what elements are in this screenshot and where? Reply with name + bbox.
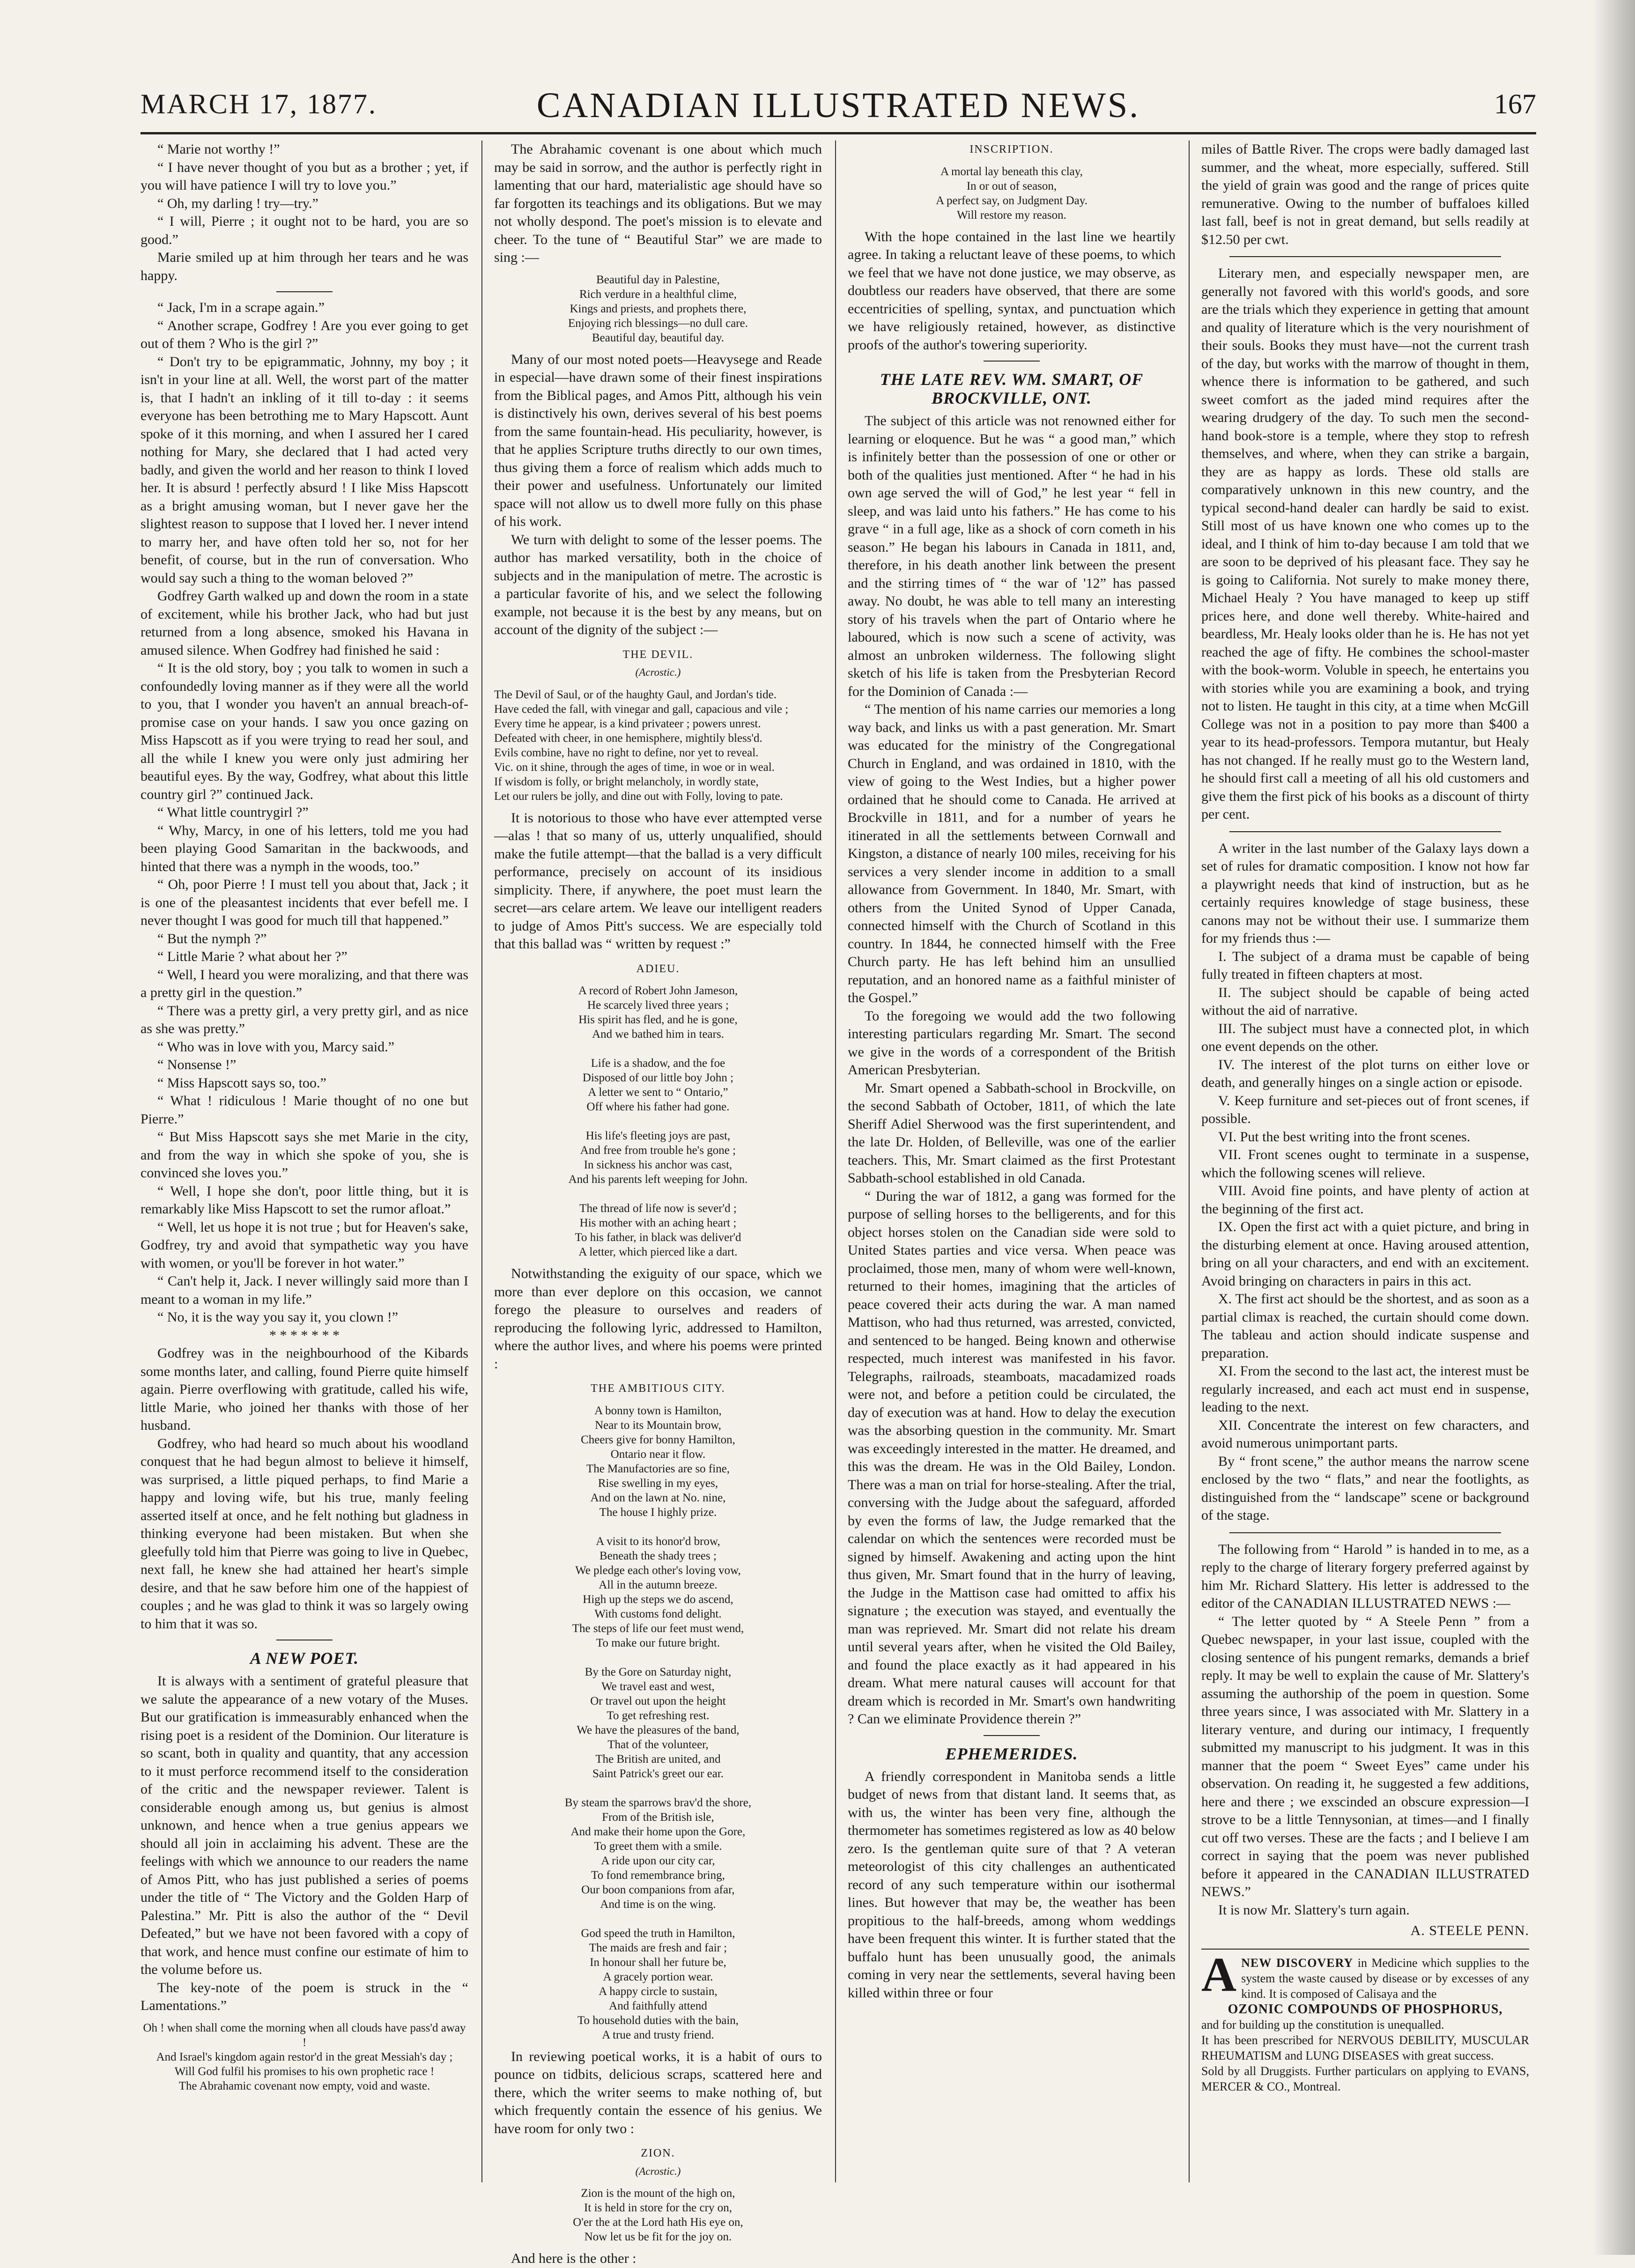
- poem-line: Will restore my reason.: [957, 208, 1066, 222]
- paragraph: “ Jack, I'm in a scrape again.”: [157, 300, 325, 315]
- advertisement: [1201, 1949, 1529, 2094]
- poem-line: A bonny town is Hamilton,: [594, 1404, 722, 1417]
- poem-line: A visit to its honor'd brow,: [596, 1535, 720, 1548]
- stanza-break: [494, 1187, 822, 1201]
- poem-line: Off where his father had gone.: [586, 1101, 730, 1113]
- page-edge-shadow: [1593, 0, 1635, 2255]
- poem-line: And free from trouble he's gone ;: [580, 1144, 736, 1157]
- ad-text: It has been prescribed for NERVOUS DEBILITY, MUSCULAR RHEUMATISM and LUNG DISEASES with great success.: [1201, 2033, 1529, 2062]
- ad-text: and for building up the constitution is unequalled.: [1201, 2017, 1444, 2032]
- poem-line: And make their home upon the Gore,: [570, 1825, 746, 1838]
- poem-line: To household duties with the bain,: [577, 2014, 739, 2027]
- poem-line: Zion is the mount of the high on,: [581, 2187, 735, 2200]
- paragraph: “ Who was in love with you, Marcy said.”: [157, 1039, 395, 1055]
- poem-line: Every time he appear, is a kind privateer ; powers unrest.: [494, 717, 761, 730]
- drop-cap: A: [1201, 1947, 1237, 2002]
- poem-line: O'er the at the Lord hath His eye on,: [573, 2216, 743, 2229]
- poem-line: We pledge each other's loving vow,: [575, 1564, 741, 1577]
- poem-line: That of the volunteer,: [607, 1738, 709, 1751]
- poem-title: ADIEU.: [636, 962, 680, 975]
- rule-item: IV. The interest of the plot turns on either love or death, and generally hinges on a single action or episode.: [1201, 1056, 1529, 1090]
- paragraph: “ Well, I hope she don't, poor little thing, but it is remarkably like Miss Hapscott to set the rumor afloat.”: [141, 1183, 468, 1217]
- poem-line: Saint Patrick's greet our ear.: [592, 1767, 724, 1780]
- poem-line: The Devil of Saul, or of the haughty Gaul, and Jordan's tide.: [494, 688, 777, 701]
- paragraph: “ Well, let us hope it is not true ; but for Heaven's sake, Godfrey, try and avoid that sympathetic way you have with women, or you'll be forever in hot water.”: [141, 1219, 468, 1271]
- poem-line: Or travel out upon the height: [590, 1694, 726, 1707]
- stanza-break: [494, 1520, 822, 1534]
- paragraph: A friendly correspondent in Manitoba sends a little budget of news from that distant land. It seems that, as with us, the winter has been very fine, although the thermometer has sometimes registered as low as 40 below zero. Is the gentleman quite sure of that ? A veteran meteorologist of this city challenges an authenticated record of any such temperature within our isothermal lines. But however that may be, the weather has been propitious to the half-breeds, among whom weddings have been frequent this winter. It is further stated that the buffalo hunt has been unusually good, the animals coming in very near the settlements, several having been killed within three or four: [848, 1768, 1176, 2001]
- paragraph: And here is the other :: [511, 2251, 636, 2266]
- poem-line: With customs fond delight.: [594, 1607, 722, 1620]
- newspaper-title: CANADIAN ILLUSTRATED NEWS.: [536, 86, 1140, 125]
- poem-line: To greet them with a smile.: [594, 1840, 722, 1853]
- poem-line: Beautiful day, beautiful day.: [592, 331, 725, 344]
- paragraph: “ What ! ridiculous ! Marie thought of no one but Pierre.”: [141, 1093, 468, 1127]
- masthead-rule: [141, 132, 1536, 134]
- paragraph: “ What little countrygirl ?”: [157, 805, 309, 820]
- poem-line: From of the British isle,: [602, 1810, 714, 1824]
- poem-line: Beneath the shady trees ;: [599, 1549, 717, 1562]
- column-1: [141, 140, 468, 2182]
- poem-line: A ride upon our city car,: [601, 1854, 715, 1867]
- poem-line: A happy circle to sustain,: [599, 1985, 718, 1998]
- paragraph: We turn with delight to some of the lesser poems. The author has marked versatility, both in the choice of subjects and in the manipulation of metre. The acrostic is a particular favorite of his, and we select the following example, not because it is the best by any means, but on account of the dignity of the subject :—: [494, 532, 822, 637]
- paragraph: “ Well, I heard you were moralizing, and that there was a pretty girl in the question.”: [141, 967, 468, 1000]
- poem-line: Our boon companions from afar,: [581, 1883, 735, 1896]
- paragraph: With the hope contained in the last line we heartily agree. In taking a reluctant leave of these poems, to which we feel that we have not done justice, we may observe, as doubtless our readers have observed, that there are some eccentricities of spelling, syntax, and punctuation which we have religiously retained, however, as distinctive proofs of the author's towering superiority.: [848, 229, 1176, 353]
- stanza-break: [494, 1114, 822, 1129]
- paragraph: The following from “ Harold ” is handed in to me, as a reply to the charge of literary forgery preferred against by him Mr. Richard Slattery. His letter is addressed to the editor of the CANADIAN ILLUSTRATED NEWS :—: [1201, 1541, 1529, 1611]
- poem-line: He scarcely lived three years ;: [587, 999, 729, 1012]
- poem-line: Kings and priests, and prophets there,: [570, 302, 747, 315]
- poem-line: Rise swelling in my eyes,: [598, 1477, 718, 1490]
- rule-item: X. The first act should be the shortest, and as soon as a partial climax is reached, the curtain should come down. The tableau and action should indicate suspense and preparation.: [1201, 1291, 1529, 1361]
- poem-line: And we bathed him in tears.: [592, 1028, 724, 1041]
- poem-line: The thread of life now is sever'd ;: [579, 1202, 737, 1215]
- poem-line: The Manufactories are so fine,: [586, 1462, 730, 1475]
- poem-zion: [494, 2186, 822, 2244]
- page-number: 167: [1494, 89, 1536, 119]
- paragraph: “ Can't help it, Jack. I never willingly said more than I meant to a woman in my life.”: [141, 1273, 468, 1307]
- paragraph: Many of our most noted poets—Heavysege and Reade in especial—have drawn some of their finest inspirations from the Biblical pages, and Amos Pitt, although his vein is distinctively his own, derives several of his best poems from the same fountain-head. His peculiarity, however, is that he applies Scripture truths directly to our own times, thus giving them a force of realism which adds much to their power and usefulness. Unfortunately our limited space will not allow us to dwell more fully on this phase of his work.: [494, 351, 822, 529]
- paragraph: The subject of this article was not renowned either for learning or eloquence. But he was “ a good man,” which is infinitely better than the possession of one or other or both of the qualities just mentioned. After “ he had in his own age served the will of God,” he lest year “ fell in sleep, and was laid unto his fathers.” He has come to his grave “ in a full age, like as a shock of corn cometh in his season.” He began his labours in Canada in 1811, and, therefore, in his death another link between the present and the stirring times of “ the war of '12” has passed away. No doubt, he was able to tell many an interesting story of his travels when the part of Ontario where he laboured, which is now such a scene of activity, was almost an unbroken wilderness. The following slight sketch of his life is taken from the Presbyterian Record for the Dominion of Canada :—: [848, 413, 1176, 699]
- ad-product-name: OZONIC COMPOUNDS OF PHOSPHORUS,: [1228, 2002, 1503, 2017]
- poem-line: Enjoying rich blessings—no dull care.: [568, 317, 748, 330]
- poem-line: The maids are fresh and fair ;: [589, 1941, 727, 1954]
- poem-ambitious-city: [494, 1404, 822, 2042]
- ad-text: in Medicine which supplies to the system the waste caused by disease or by excesses of any kind. It is composed of Calisaya and the: [1241, 1956, 1529, 2001]
- rule-item: XII. Concentrate the interest on few characters, and avoid numerous unimportant parts.: [1201, 1417, 1529, 1451]
- poem-line: All in the autumn breeze.: [599, 1578, 718, 1591]
- paragraph: To the foregoing we would add the two following interesting particulars regarding Mr. Smart. The second we give in the words of a correspondent of the British American Presbyterian.: [848, 1008, 1176, 1078]
- poem-inscription: [848, 164, 1176, 222]
- poem-line: His life's fleeting joys are past,: [585, 1130, 731, 1142]
- asterism: * * * * * * *: [269, 1327, 340, 1343]
- article-heading: THE LATE REV. WM. SMART, OF BROCKVILLE, ONT.: [880, 370, 1144, 407]
- stanza-break: [494, 1042, 822, 1056]
- paragraph: “ The mention of his name carries our memories a long way back, and links us with a past generation. Mr. Smart was educated for the ministry of the Congregational Church in England, and was ordained in 1810, with the view of going to the West Indies, but a higher power ordained that he should come to Canada. He arrived at Brockville in 1811, and for a number of years he itinerated in all the settlements between Cornwall and Kingston, a distance of nearly 100 miles, receiving for his services a very slender income in addition to a small allowance from Government. In 1840, Mr. Smart, with others from the United Synod of Upper Canada, connected himself with the Church of Scotland in this country. In 1844, he connected himself with the Free Church party. He has left behind him an unsullied reputation, and an honored name as a faithful minister of the Gospel.”: [848, 702, 1176, 1005]
- paragraph: “ Marie not worthy !”: [157, 141, 280, 157]
- poem-subtitle: (Acrostic.): [635, 666, 681, 678]
- poem-line: And on the lawn at No. nine,: [590, 1491, 726, 1504]
- poem-line: And time is on the wing.: [600, 1898, 716, 1911]
- poem-title: ZION.: [641, 2147, 675, 2159]
- poem-line: A letter we sent to “ Ontario,”: [588, 1086, 728, 1099]
- stanza-break: [494, 1781, 822, 1795]
- poem-line: A true and trusty friend.: [602, 2028, 714, 2041]
- paragraph: “ Oh, poor Pierre ! I must tell you about that, Jack ; it is one of the pleasantest incidents that ever befell me. I never thought I was good for much till that happened.”: [141, 877, 468, 928]
- paragraph: “ Nonsense !”: [157, 1057, 237, 1072]
- poem-line: Have ceded the fall, with vinegar and gall, capacious and vile ;: [494, 702, 789, 716]
- poem-beautiful-day: [494, 273, 822, 345]
- poem-line: Ontario near it flow.: [610, 1448, 706, 1461]
- stanza-break: [494, 1650, 822, 1665]
- paragraph: “ It is the old story, boy ; you talk to women in such a confoundedly loving manner as if they were all the world to you, that I wonder you haven't an annual breach-of-promise case on your hands. I saw you once gazing on Miss Hapscott as if you were trying to read her soul, and all the while I knew you were only just admiring her beautiful eyes. By the way, Godfrey, what about this little country girl ?” continued Jack.: [141, 660, 468, 802]
- poem-line: Defeated with cheer, in one hemisphere, mightily bless'd.: [494, 731, 762, 745]
- poem-line: A gracely portion wear.: [603, 1970, 713, 1983]
- poem-lamentations: [141, 2021, 468, 2093]
- poem-title: THE AMBITIOUS CITY.: [591, 1382, 725, 1395]
- poem-line: The Abrahamic covenant now empty, void and waste.: [178, 2079, 430, 2092]
- poem-line: And Israel's kingdom again restor'd in the great Messiah's day ;: [156, 2050, 453, 2063]
- poem-line: A perfect say, on Judgment Day.: [936, 194, 1088, 207]
- section-rule: [1229, 1532, 1501, 1533]
- poem-line: We have the pleasures of the band,: [577, 1723, 740, 1736]
- poem-line: Life is a shadow, and the foe: [591, 1057, 725, 1070]
- poem-line: High up the steps we do ascend,: [583, 1593, 733, 1606]
- poem-line: Rich verdure in a healthful clime,: [579, 288, 737, 301]
- poem-line: We travel east and west,: [601, 1680, 715, 1693]
- paragraph: “ Miss Hapscott says so, too.”: [157, 1075, 326, 1091]
- rule-item: I. The subject of a drama must be capable of being fully treated in fifteen chapters at most.: [1201, 948, 1529, 982]
- masthead: [141, 79, 1536, 130]
- column-divider: [481, 140, 482, 2182]
- poem-line: To make our future bright.: [596, 1636, 720, 1649]
- paragraph: Godfrey Garth walked up and down the room in a state of excitement, while his brother Jack, who had but just returned from a long absence, smoked his Havana in amused silence. When Godfrey had finished he said :: [141, 588, 468, 658]
- rule-item: VIII. Avoid fine points, and have plenty of action at the beginning of the first act.: [1201, 1183, 1529, 1217]
- poem-line: The British are united, and: [595, 1752, 721, 1766]
- paragraph: Literary men, and especially newspaper men, are generally not favored with this world's goods, and sore are the trials which they experience in getting that amount and quality of literature which is the very nourishment of their souls. Books they must have—not the current trash of the day, but works with the marrow of thought in them, whence there is information to be gathered, and such sweet comfort as the jaded mind requires after the wearing drudgery of the day. To such men the second-hand book-store is a temple, where they stop to refresh themselves, and where, when they can strike a bargain, they are as happy as lords. These old stalls are comparatively unknown in this new country, and the typical second-hand dealer can hardly be said to exist. Still most of us have known one who comes up to the ideal, and I think of him to-day because I am told that we are soon to be deprived of his pleasant face. They say he is going to California. Not surely to make money there, Michael Healy ? You have managed to keep up stiff prices here, and done well thereby. White-haired and beardless, Mr. Healy looks older than he is. He has not yet reached the age of fifty. He combines the school-master with the book-worm. Voluble in speech, he entertains you with stories while you are examining a book, and trying not to listen. He taught in this city, at a time when McGill College was not in a position to pay more than $400 a year to its head-professors. Tempora mutantur, but Healy has not changed. If he really must go to the Western land, he should first call a meeting of all his old customers and give them the first pick of his books as a discount of thirty per cent.: [1201, 266, 1529, 822]
- issue-date: MARCH 17, 1877.: [141, 89, 377, 119]
- poem-line: In or out of season,: [966, 179, 1057, 192]
- stanza-break: [494, 1912, 822, 1926]
- paragraph: “ I have never thought of you but as a brother ; yet, if you will have patience I will try to love you.”: [141, 159, 468, 193]
- paragraph: “ There was a pretty girl, a very pretty girl, and as nice as she was pretty.”: [141, 1003, 468, 1036]
- paragraph: In reviewing poetical works, it is a habit of ours to pounce on tidbits, delicious scraps, scattered here and there, which the writer seems to make nothing of, but which frequently contain the essence of his genius. We have room for only two :: [494, 2048, 822, 2136]
- paragraph: Godfrey, who had heard so much about his woodland conquest that he had begun almost to believe it himself, was surprised, a little piqued perhaps, to find Marie a happy and loving wife, but his true, manly feeling asserted itself at once, and he felt nothing but gladness in thinking everyone had been mistaken. But when she gleefully told him that Pierre was going to live in Quebec, next fall, he knew she had attained her heart's simple desire, and that he saw before him one of the happiest of couples ; and he was glad to think it was so largely owing to him that it was so.: [141, 1435, 468, 1632]
- section-rule: [984, 361, 1040, 362]
- poem-line: To get refreshing rest.: [607, 1709, 710, 1722]
- signature: A. STEELE PENN.: [1410, 1923, 1529, 1938]
- paragraph: “ But Miss Hapscott says she met Marie in the city, and from the way in which she spoke of you, she is convinced she loves you.”: [141, 1129, 468, 1181]
- poem-subtitle: (Acrostic.): [635, 2165, 681, 2177]
- rule-item: V. Keep furniture and set-pieces out of front scenes, if possible.: [1201, 1093, 1529, 1126]
- paragraph: “ I will, Pierre ; it ought not to be hard, you are so good.”: [141, 214, 468, 247]
- poem-line: Let our rulers be jolly, and dine out with Folly, loving to pate.: [494, 790, 783, 803]
- poem-line: Cheers give for bonny Hamilton,: [581, 1433, 735, 1446]
- poem-line: And faithfully attend: [609, 1999, 707, 2012]
- story-paragraphs: [141, 140, 468, 1633]
- poem-line: If wisdom is folly, or bright melancholy, in wordly state,: [494, 775, 759, 788]
- poem-adieu: [494, 983, 822, 1259]
- paragraph: Mr. Smart opened a Sabbath-school in Brockville, on the second Sabbath of October, 1811, of which the late Sheriff Adiel Sherwood was the first superintendent, and the late Dr. Holden, of Belleville, was one of the earlier teachers. This, Mr. Smart claimed as the first Protestant Sabbath-school established in old Canada.: [848, 1080, 1176, 1186]
- column-3: [848, 140, 1176, 2182]
- poem-line: Near to its Mountain brow,: [595, 1418, 721, 1432]
- column-2: [494, 140, 822, 2266]
- paragraph: Notwithstanding the exiguity of our space, which we more than ever deplore on this occasion, we cannot forego the pleasure to ourselves and readers of reproducing the following lyric, addressed to Hamilton, where the author lives, and where his poems were printed :: [494, 1266, 822, 1372]
- paragraph: “ The letter quoted by “ A Steele Penn ” from a Quebec newspaper, in your last issue, coupled with the closing sentence of his pungent remarks, demands a brief reply. It may be well to explain the cause of Mr. Slattery's assuming the authorship of the poem in question. Some three years since, I was associated with Mr. Slattery in a literary venture, and during our intimacy, I frequently submitted my manuscript to his judgment. It was in this manner that the poem “ Sweet Eyes” came under his observation. On reading it, he suggested a few additions, here and there ; we exscinded an obscure expression—I strove to be a little Tennysonian, at times—and I finally cut off two verses. These are the facts ; and I believe I am correct in saying that the poem was never published before it appeared in the CANADIAN ILLUSTRATED NEWS.”: [1201, 1613, 1529, 1899]
- poem-line: The steps of life our feet must wend,: [572, 1622, 744, 1635]
- poem-line: In sickness his anchor was cast,: [584, 1159, 732, 1171]
- poem-line: Vic. on it shine, through the ages of time, in woe or in weal.: [494, 761, 775, 774]
- paragraph: It is always with a sentiment of grateful pleasure that we salute the appearance of a new votary of the Muses. But our gratification is immeasurably enhanced when the rising poet is a resident of the Dominion. Our literature is so scant, both in quality and quantity, that any accession to it must perforce recommend itself to the consideration of the critic and the newspaper reviewer. Talent is considerable enough among us, but genius is almost unknown, and hence when a true genius appears we should all join in acclaiming his advent. These are the feelings with which we announce to our readers the name of Amos Pitt, who has just published a series of poems under the title of “ The Victory and the Golden Harp of Palestina.” Mr. Pitt is also the author of the “ Devil Defeated,” but we have not been favored with a copy of that work, and hence must confine our estimate of him to the volume before us.: [141, 1673, 468, 1977]
- paragraph: “ Little Marie ? what about her ?”: [157, 949, 348, 964]
- article-heading: A NEW POET.: [250, 1649, 359, 1668]
- poem-line: The house I highly prize.: [599, 1506, 717, 1519]
- poem-line: Beautiful day in Palestine,: [596, 273, 720, 286]
- column-divider: [1189, 140, 1190, 2182]
- poem-line: Disposed of our little boy John ;: [582, 1071, 734, 1084]
- section-rule: [1229, 831, 1501, 832]
- rule-item: IX. Open the first act with a quiet picture, and bring in the disturbing element at once. Having aroused attention, bring on all your characters, and end with an excitement. Avoid bringing on characters in pairs in this act.: [1201, 1219, 1529, 1289]
- paragraph: “ Why, Marcy, in one of his letters, told me you had been playing Good Samaritan in the backwoods, and hinted that there was a nymph in the woods, too.”: [141, 822, 468, 874]
- rule-item: XI. From the second to the last act, the interest must be regularly increased, and each act must end in suspense, leading to the next.: [1201, 1363, 1529, 1415]
- paragraph: “ But the nymph ?”: [157, 931, 267, 946]
- column-divider: [835, 140, 836, 2182]
- ad-headline: NEW DISCOVERY: [1241, 1956, 1354, 1970]
- paragraph: By “ front scene,” the author means the narrow scene enclosed by the two “ flats,” and near the footlights, as distinguished from the “ landscape” scene or background of the stage.: [1201, 1453, 1529, 1523]
- rule-item: II. The subject should be capable of being acted without the aid of narrative.: [1201, 984, 1529, 1018]
- section-rule: [276, 291, 333, 292]
- poem-line: A mortal lay beneath this clay,: [940, 165, 1083, 178]
- poem-line: Oh ! when shall come the morning when all clouds have pass'd away !: [143, 2021, 466, 2049]
- paragraph: “ During the war of 1812, a gang was formed for the purpose of selling horses to the belligerents, and for this object horses stolen on the Canadian side were sold to United States parties and vice versa. When peace was proclaimed, those men, many of whom were well-known, returned to their homes, imagining that the articles of peace covered their acts during the war. A man named Mattison, who had thus returned, was arrested, convicted, and sentenced to be hanged. Being known and otherwise respected, much interest was manifested in his favor. Telegraphs, railroads, steamboats, macadamized roads were not, and before a petition could be circulated, the day of execution was at hand. How to delay the execution was the absorbing question in the community. Mr. Smart was exceedingly interested in the matter. He dreamed, and this was the dream. He was in the Old Bailey, London. There was a man on trial for horse-stealing. After the trial, conversing with the Judge about the safeguard, afforded by even the forms of law, the Judge remarked that the calendar on which the sentences were recorded must be signed by himself. Awakening and acting upon the hint thus given, Mr. Smart found that in the hurry of leaving, the Judge in the Mattison case had omitted to affix his signature ; the execution was stayed, and eventually the man was reprieved. Mr. Smart did not relate his dream until several years after, when he visited the Old Bailey, and found the place exactly as it had appeared in his dream. What mere natural causes will account for that dream which is recorded in Mr. Smart's own handwriting ? Can we eliminate Providence therein ?”: [848, 1188, 1176, 1727]
- section-rule: [1229, 256, 1501, 257]
- column-4: [1201, 140, 1529, 2182]
- poem-line: To fond remembrance bring,: [591, 1869, 725, 1882]
- poem-line: Now let us be fit for the joy on.: [584, 2231, 732, 2243]
- poem-title: THE DEVIL.: [622, 648, 694, 661]
- paragraph: Godfrey was in the neighbourhood of the Kibards some months later, and calling, found Pierre quite himself again. Pierre overflowing with gratitude, called his wife, little Marie, who joined her thanks with those of her husband.: [141, 1345, 468, 1433]
- rule-item: III. The subject must have a connected plot, in which one event depends on the other.: [1201, 1020, 1529, 1054]
- section-rule: [984, 1735, 1040, 1736]
- poem-line: And his parents left weeping for John.: [568, 1173, 748, 1186]
- poem-line: By steam the sparrows brav'd the shore,: [564, 1796, 752, 1809]
- paragraph: miles of Battle River. The crops were badly damaged last summer, and the wheat, more especially, suffered. Still the yield of grain was good and the range of prices quite remunerative. Owing to the number of buffaloes killed last fall, beef is not in great demand, but sells readily at $12.50 per cwt.: [1201, 141, 1529, 247]
- paragraph: It is notorious to those who have ever attempted verse—alas ! that so many of us, utterly unqualified, should make the futile attempt—that the ballad is a very difficult performance, precisely on account of its insidious simplicity. There, if anywhere, the poet must learn the secret—ars celare artem. We leave our intelligent readers to judge of Amos Pitt's success. We are especially told that this ballad was “ written by request :”: [494, 810, 822, 952]
- paragraph: The Abrahamic covenant is one about which much may be said in sorrow, and the author is perfectly right in lamenting that our hard, materialistic age should have so far forgotten its teachings and its obligations. But we may not wholly despond. The poet's mission is to elevate and cheer. To the tune of “ Beautiful Star” we are made to sing :—: [494, 141, 822, 265]
- paragraph: Marie smiled up at him through her tears and he was happy.: [141, 250, 468, 283]
- paragraph: “ No, it is the way you say it, you clown !”: [157, 1309, 399, 1325]
- rule-item: VII. Front scenes ought to terminate in a suspense, which the following scenes will relieve.: [1201, 1147, 1529, 1181]
- paragraph: A writer in the last number of the Galaxy lays down a set of rules for dramatic composition. I know not how far a playwright needs that kind of instruction, but as he certainly requires knowledge of stage business, these canons may not be without their use. I summarize them for my friends thus :—: [1201, 840, 1529, 946]
- article-heading: EPHEMERIDES.: [945, 1744, 1078, 1763]
- poem-line: Will God fulfil his promises to his own prophetic race !: [174, 2065, 435, 2078]
- poem-line: In honour shall her future be,: [590, 1956, 726, 1969]
- poem-line: Evils combine, have no right to define, nor yet to reveal.: [494, 746, 759, 759]
- paragraph: It is now Mr. Slattery's turn again.: [1218, 1902, 1410, 1918]
- poem-the-devil: [494, 687, 822, 804]
- poem-line: A letter, which pierced like a dart.: [578, 1246, 738, 1258]
- paragraph: “ Don't try to be epigrammatic, Johnny, my boy ; it isn't in your line at all. Well, the worst part of the matter is, that I hadn't an inkling of it till to-day : it seems everyone has been betrothing me to Mary Hapscott. Aunt spoke of it this morning, and when I assured her I cared nothing for Mary, she declared that I had acted very badly, and given the world and her reason to think I loved her. It is absurd ! perfectly absurd ! I like Miss Hapscott as a bright amusing woman, but I never gave her the slightest reason to suppose that I loved her. I never intend to marry her, and have often told her so, not for her benefit, of course, but in the run of conversation. Who would say such a thing to the woman beloved ?”: [141, 354, 468, 586]
- paragraph: The key-note of the poem is struck in the “ Lamentations.”: [141, 1980, 468, 2013]
- rule-item: VI. Put the best writing into the front scenes.: [1218, 1129, 1471, 1145]
- poem-line: To his father, in black was deliver'd: [575, 1231, 741, 1244]
- poem-line: By the Gore on Saturday night,: [584, 1665, 732, 1678]
- poem-line: His spirit has fled, and he is gone,: [578, 1013, 738, 1026]
- paragraph: “ Oh, my darling ! try—try.”: [157, 195, 318, 211]
- poem-line: God speed the truth in Hamilton,: [581, 1927, 735, 1940]
- paragraph: “ Another scrape, Godfrey ! Are you ever going to get out of them ? Who is the girl ?”: [141, 318, 468, 351]
- poem-line: A record of Robert John Jameson,: [578, 984, 738, 997]
- ad-text: Sold by all Druggists. Further particulars on applying to EVANS, MERCER & CO., Montreal.: [1201, 2064, 1529, 2093]
- poem-title: INSCRIPTION.: [969, 143, 1054, 155]
- poem-line: It is held in store for the cry on,: [584, 2202, 732, 2214]
- poem-line: His mother with an aching heart ;: [579, 1217, 737, 1229]
